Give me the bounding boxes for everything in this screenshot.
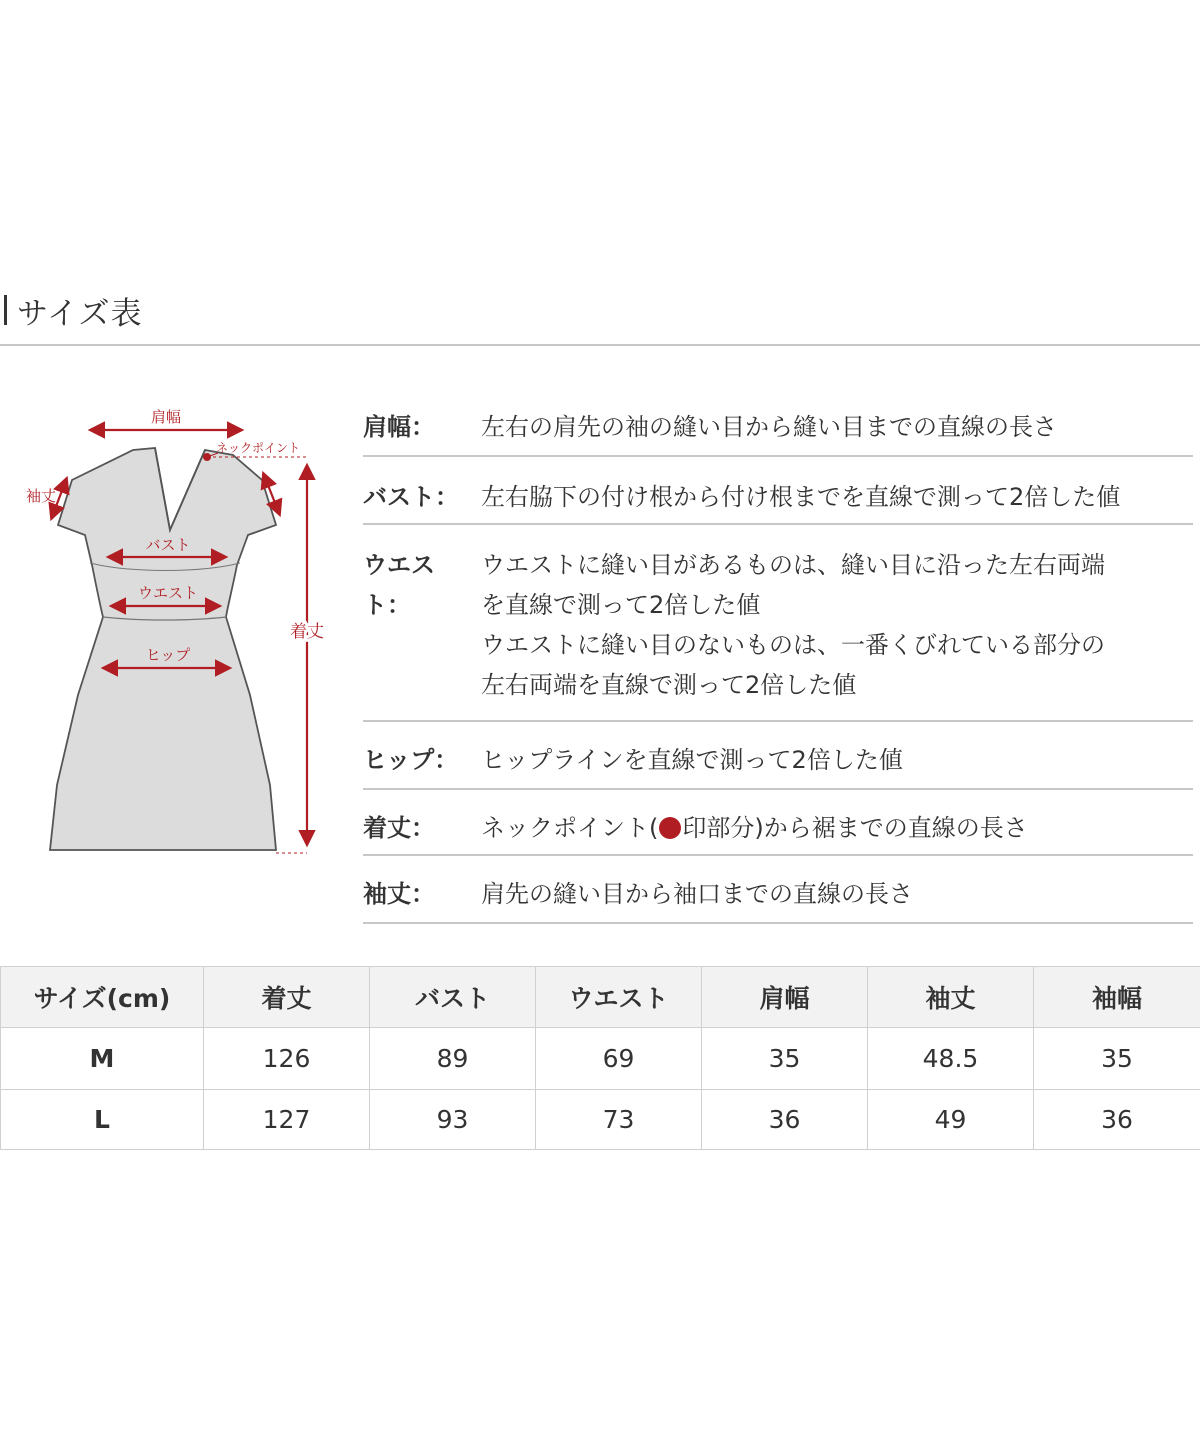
- column-header: 肩幅: [702, 967, 868, 1028]
- neck-point-marker-icon: [659, 817, 681, 839]
- shoulder-label: 肩幅: [150, 409, 182, 426]
- definition-term: ヒップ：: [363, 746, 459, 774]
- table-row: [1, 1028, 1200, 1090]
- column-header: 袖丈: [868, 967, 1034, 1028]
- table-cell: 36: [1034, 1090, 1200, 1150]
- definition-row-waist: [363, 525, 1193, 722]
- definition-term: バスト：: [363, 483, 459, 511]
- size-label: M: [1, 1028, 204, 1090]
- title-marker: [4, 295, 7, 325]
- definition-row-sleeve: [363, 856, 1193, 924]
- table-cell: 69: [536, 1028, 702, 1090]
- table-cell: 89: [370, 1028, 536, 1090]
- dress-measurement-illustration: [0, 395, 340, 875]
- bust-label: バスト: [145, 537, 191, 554]
- definition-text: ヒップラインを直線で測って2倍した値: [481, 746, 903, 774]
- title-divider: [0, 344, 1200, 346]
- definition-text: 肩先の縫い目から袖口までの直線の長さ: [481, 880, 913, 908]
- definition-row-length: [363, 790, 1193, 856]
- table-cell: 36: [702, 1090, 868, 1150]
- definition-row-shoulder: [363, 395, 1193, 457]
- column-header: バスト: [370, 967, 536, 1028]
- table-cell: 49: [868, 1090, 1034, 1150]
- table-cell: 126: [204, 1028, 370, 1090]
- hip-label: ヒップ: [145, 647, 191, 664]
- column-header: ウエスト: [536, 967, 702, 1028]
- definition-text: 左右の肩先の袖の縫い目から縫い目までの直線の長さ: [481, 413, 1057, 441]
- definition-row-bust: [363, 457, 1193, 525]
- definition-row-hip: [363, 722, 1193, 790]
- column-header: 袖幅: [1034, 967, 1200, 1028]
- page-title: サイズ表: [17, 295, 143, 332]
- definition-text: ウエストに縫い目があるものは、縫い目に沿った左右両端 を直線で測って2倍した値 ウエストに縫い目のないものは、一番くびれている部分の 左右両端を直線で測って2倍した値: [481, 551, 1105, 699]
- definition-term: ウエスト：: [363, 551, 435, 619]
- definition-term: 着丈：: [363, 814, 435, 842]
- table-header-row: [1, 967, 1200, 1028]
- table-cell: 127: [204, 1090, 370, 1150]
- table-cell: 93: [370, 1090, 536, 1150]
- table-row: [1, 1090, 1200, 1150]
- definition-term: 肩幅：: [363, 413, 435, 441]
- column-header: 着丈: [204, 967, 370, 1028]
- section-header: [0, 288, 143, 332]
- garment-diagram: [0, 395, 340, 875]
- measurement-definitions: [363, 395, 1193, 924]
- size-label: L: [1, 1090, 204, 1150]
- definition-term: 袖丈：: [363, 880, 435, 908]
- size-table: [0, 966, 1200, 1150]
- length-label: 着丈: [290, 622, 324, 641]
- table-cell: 35: [1034, 1028, 1200, 1090]
- table-cell: 73: [536, 1090, 702, 1150]
- definition-text: ネックポイント( 印部分)から裾までの直線の長さ: [481, 814, 1028, 842]
- table-cell: 48.5: [868, 1028, 1034, 1090]
- waist-label: ウエスト: [137, 585, 199, 602]
- column-header: サイズ(cm): [1, 967, 204, 1028]
- neck-point-label: ネックポイント: [216, 441, 301, 455]
- table-cell: 35: [702, 1028, 868, 1090]
- definition-text: 左右脇下の付け根から付け根までを直線で測って2倍した値: [481, 483, 1121, 511]
- sleeve-label: 袖丈: [25, 488, 57, 505]
